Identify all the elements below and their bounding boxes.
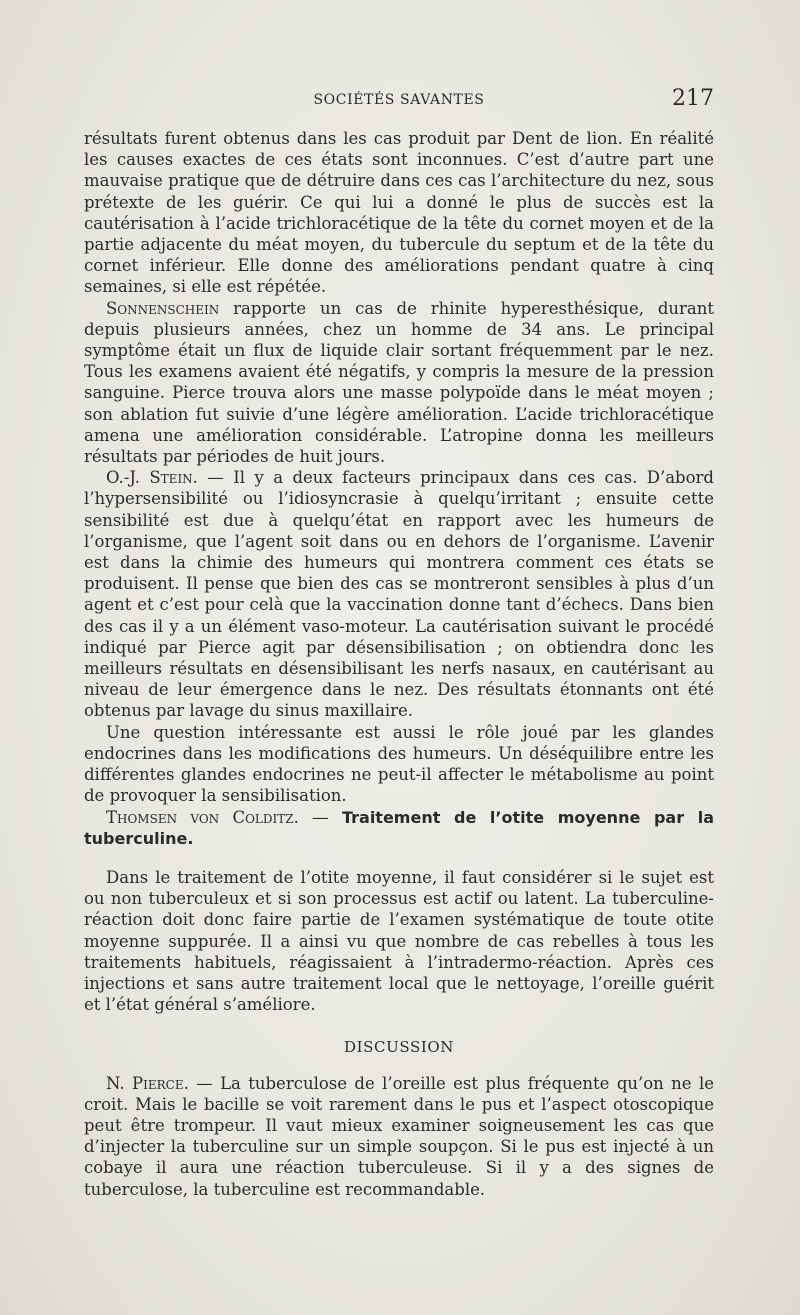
title-dash: —	[298, 807, 342, 827]
paragraph-endocrines: Une question intéressante est aussi le rôle joué par les glandes endocrines dans les modifications des humeurs. Un déséquilibre entre les différentes glandes endocrines ne peut-il affecter le métabolisme au point de provoquer la sensibilisation.	[84, 722, 714, 806]
page-header	[84, 86, 714, 116]
page-number: 217	[672, 86, 714, 111]
paragraph-pierce	[84, 1073, 714, 1200]
paragraph-sonnenschein	[84, 298, 714, 468]
paragraph-text: rapporte un cas de rhinite hyperesthésique, durant depuis plusieurs années, chez un homme de 34 ans. Le principal symptôme était un flux de liquide clair sortant fréquemment par le nez. Tous les examens avaient été négatifs, y compris la mesure de la pression sanguine. Pierce trouva alors une masse polypoïde dans le méat moyen ; son ablation fut suivie d’une légère amélioration. L’acide trichloracétique amena une amélioration considérable. L’atropine donna les meilleurs résultats par périodes de huit jours.	[84, 298, 714, 467]
article-title	[84, 807, 714, 849]
paragraph-text: — La tuberculose de l’oreille est plus fréquente qu’on ne le croit. Mais le bacille se voit rarement dans le pus et l’aspect otoscopique peut être trompeur. Il vaut mieux examiner soigneusement les cas que d’injecter la tuberculine sur un simple soupçon. Si le pus est injecté à un cobaye il aura une réaction tuberculeuse. Si il y a des signes de tuberculose, la tuberculine est recommandable.	[84, 1073, 714, 1199]
paragraph-stein	[84, 467, 714, 721]
author-name: Thomsen von Colditz.	[106, 807, 299, 827]
author-name: Sonnenschein	[106, 298, 220, 318]
paragraph-text: — Il y a deux facteurs principaux dans ces cas. D’abord l’hypersensibilité ou l’idiosyncrasie à quelqu’irritant ; ensuite cette sensibilité est due à quelqu’état en rapport avec les humeurs de l’organisme, que l’agent soit dans ou en dehors de l’organisme. L’avenir est dans la chimie des humeurs qui montrera comment ces états se produisent. Il pense que bien des cas se montreront sensibles à plus d’un agent et c’est pour celà que la vaccination donne tant d’échecs. Dans bien des cas il y a un élément vaso-moteur. La cautérisation suivant le procédé indiqué par Pierce agit par désensibilisation ; on obtiendra donc les meilleurs résultats en désensibilisant les nerfs nasaux, en cautérisant au niveau de leur émergence dans le nez. Des résultats étonnants ont été obtenus par lavage du sinus maxillaire.	[84, 468, 714, 721]
discussion-heading: DISCUSSION	[344, 1038, 454, 1057]
article-body	[84, 128, 714, 1200]
paragraph-continuation: résultats furent obtenus dans les cas produit par Dent de lion. En réalité les causes exactes de ces états sont inconnues. C’est d’autre part une mauvaise pratique que de détruire dans ces cas l’architecture du nez, sous prétexte de les guérir. Ce qui lui a donné le plus de succès est la cautérisation à l’acide trichloracétique de la tête du cornet moyen et de la partie adjacente du méat moyen, du tubercule du septum et de la tête du cornet inférieur. Elle donne des améliorations pendant quatre à cinq semaines, si elle est répétée.	[84, 129, 714, 297]
author-name: N. Pierce.	[106, 1073, 189, 1093]
running-head: SOCIÉTÉS SAVANTES	[313, 92, 485, 108]
paragraph-otite: Dans le traitement de l’otite moyenne, il faut considérer si le sujet est ou non tuberculeux et si son processus est actif ou latent. La tuberculine-réaction doit donc faire partie de l’examen systématique de toute otite moyenne suppurée. Il a ainsi vu que nombre de cas rebelles à tous les traitements habituels, réagissaient à l’intradermo-réaction. Après ces injections et sans autre traitement local que le nettoyage, l’oreille guérit et l’état général s’améliore.	[84, 867, 714, 1015]
title-text: Traitement de l’otite moyenne par la tuberculine.	[84, 807, 714, 848]
author-name: O.-J. Stein.	[106, 468, 198, 488]
